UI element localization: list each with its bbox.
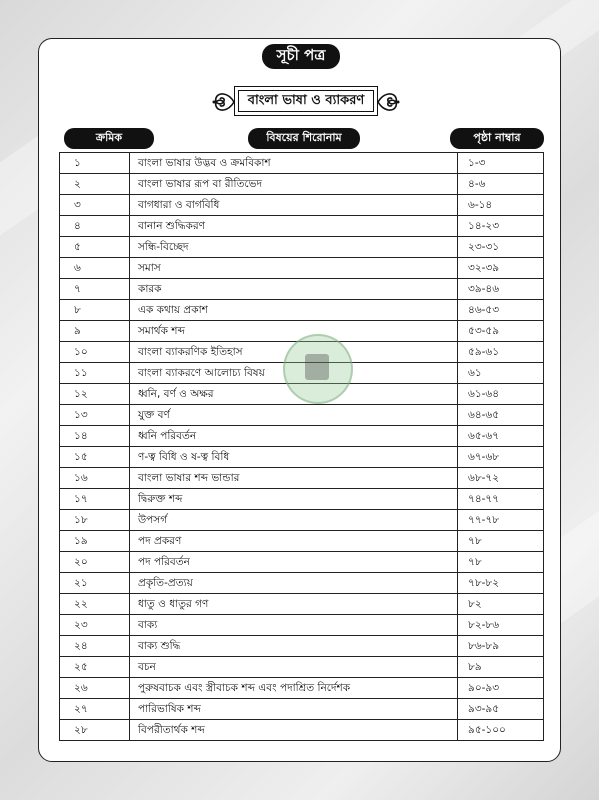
page-range-cell: ৬১ bbox=[458, 363, 544, 384]
page-range-cell: ৯৫-১০০ bbox=[458, 720, 544, 741]
serial-cell: ২ bbox=[60, 174, 130, 195]
topic-cell: ধ্বনি, বর্ণ ও অক্ষর bbox=[130, 384, 458, 405]
flourish-ornament-icon bbox=[376, 86, 400, 118]
watermark-logo bbox=[283, 334, 353, 404]
table-row bbox=[60, 405, 544, 426]
topic-cell: ণ-ত্ব বিধি ও ষ-ত্ব বিধি bbox=[130, 447, 458, 468]
topic-cell: সন্ধি-বিচ্ছেদ bbox=[130, 237, 458, 258]
table-row bbox=[60, 531, 544, 552]
serial-cell: ২৮ bbox=[60, 720, 130, 741]
contents-table bbox=[59, 152, 544, 741]
page-range-cell: ৬৮-৭২ bbox=[458, 468, 544, 489]
topic-cell: পদ প্রকরণ bbox=[130, 531, 458, 552]
page-range-cell: ৯০-৯৩ bbox=[458, 678, 544, 699]
table-row bbox=[60, 447, 544, 468]
page-range-cell: ৮৬-৮৯ bbox=[458, 636, 544, 657]
serial-cell: ২৩ bbox=[60, 615, 130, 636]
serial-cell: ৯ bbox=[60, 321, 130, 342]
page-range-cell: ৫৩-৫৯ bbox=[458, 321, 544, 342]
table-row bbox=[60, 594, 544, 615]
topic-cell: বচন bbox=[130, 657, 458, 678]
serial-cell: ১১ bbox=[60, 363, 130, 384]
serial-cell: ২০ bbox=[60, 552, 130, 573]
table-row bbox=[60, 489, 544, 510]
table-row bbox=[60, 678, 544, 699]
serial-cell: ১৭ bbox=[60, 489, 130, 510]
table-row bbox=[60, 636, 544, 657]
table-row bbox=[60, 174, 544, 195]
page-range-cell: ৬-১৪ bbox=[458, 195, 544, 216]
topic-cell: বাংলা ভাষার শব্দ ভান্ডার bbox=[130, 468, 458, 489]
topic-cell: কারক bbox=[130, 279, 458, 300]
topic-cell: প্রকৃতি-প্রত্যয় bbox=[130, 573, 458, 594]
table-row bbox=[60, 216, 544, 237]
page-range-cell: ১৪-২৩ bbox=[458, 216, 544, 237]
serial-cell: ১ bbox=[60, 153, 130, 174]
book-subtitle: বাংলা ভাষা ও ব্যাকরণ bbox=[234, 86, 378, 116]
topic-cell: বাক্য bbox=[130, 615, 458, 636]
page-range-cell: ৫৯-৬১ bbox=[458, 342, 544, 363]
serial-cell: ১৩ bbox=[60, 405, 130, 426]
serial-cell: ১৬ bbox=[60, 468, 130, 489]
header-page-number: পৃষ্ঠা নাম্বার bbox=[450, 128, 544, 149]
page-range-cell: ৬৫-৬৭ bbox=[458, 426, 544, 447]
table-row bbox=[60, 573, 544, 594]
topic-cell: বিপরীতার্থক শব্দ bbox=[130, 720, 458, 741]
page-range-cell: ৬১-৬৪ bbox=[458, 384, 544, 405]
subtitle-banner bbox=[212, 82, 400, 122]
serial-cell: ২১ bbox=[60, 573, 130, 594]
table-row bbox=[60, 720, 544, 741]
page-range-cell: ৭৮ bbox=[458, 552, 544, 573]
serial-cell: ৩ bbox=[60, 195, 130, 216]
serial-cell: ১২ bbox=[60, 384, 130, 405]
table-row bbox=[60, 300, 544, 321]
page-range-cell: ৭৪-৭৭ bbox=[458, 489, 544, 510]
serial-cell: ২৫ bbox=[60, 657, 130, 678]
page-range-cell: ৮৯ bbox=[458, 657, 544, 678]
table-row bbox=[60, 552, 544, 573]
serial-cell: ২৭ bbox=[60, 699, 130, 720]
table-row bbox=[60, 468, 544, 489]
page-range-cell: ৪৬-৫৩ bbox=[458, 300, 544, 321]
page-range-cell: ৬৭-৬৮ bbox=[458, 447, 544, 468]
page-range-cell: ২৩-৩১ bbox=[458, 237, 544, 258]
page-range-cell: ৭৮ bbox=[458, 531, 544, 552]
topic-cell: সমার্থক শব্দ bbox=[130, 321, 458, 342]
topic-cell: বাক্য শুদ্ধি bbox=[130, 636, 458, 657]
serial-cell: ৬ bbox=[60, 258, 130, 279]
topic-cell: বাংলা ভাষার উদ্ভব ও ক্রমবিকাশ bbox=[130, 153, 458, 174]
page-range-cell: ১-৩ bbox=[458, 153, 544, 174]
topic-cell: পারিভাষিক শব্দ bbox=[130, 699, 458, 720]
page-range-cell: ৩৯-৪৬ bbox=[458, 279, 544, 300]
topic-cell: বাগধারা ও বাগবিধি bbox=[130, 195, 458, 216]
topic-cell: পদ পরিবর্তন bbox=[130, 552, 458, 573]
serial-cell: ৫ bbox=[60, 237, 130, 258]
serial-cell: ২৬ bbox=[60, 678, 130, 699]
table-row bbox=[60, 426, 544, 447]
serial-cell: ১৯ bbox=[60, 531, 130, 552]
book-icon bbox=[305, 354, 329, 380]
serial-cell: ৪ bbox=[60, 216, 130, 237]
table-row bbox=[60, 279, 544, 300]
flourish-ornament-icon bbox=[212, 86, 236, 118]
topic-cell: দ্বিরুক্ত শব্দ bbox=[130, 489, 458, 510]
page-range-cell: ৯৩-৯৫ bbox=[458, 699, 544, 720]
topic-cell: এক কথায় প্রকাশ bbox=[130, 300, 458, 321]
serial-cell: ২২ bbox=[60, 594, 130, 615]
table-row bbox=[60, 615, 544, 636]
page-title: সূচী পত্র bbox=[262, 44, 340, 69]
header-topic: বিষয়ের শিরোনাম bbox=[248, 128, 360, 149]
table-row bbox=[60, 195, 544, 216]
page-range-cell: ৮২-৮৬ bbox=[458, 615, 544, 636]
topic-cell: বাংলা ব্যাকরণে আলোচ্য বিষয় bbox=[130, 363, 458, 384]
topic-cell: বাংলা ভাষার রূপ বা রীতিভেদ bbox=[130, 174, 458, 195]
table-row bbox=[60, 153, 544, 174]
page-range-cell: ৬৪-৬৫ bbox=[458, 405, 544, 426]
topic-cell: ধ্বনি পরিবর্তন bbox=[130, 426, 458, 447]
page-range-cell: ৭৭-৭৮ bbox=[458, 510, 544, 531]
serial-cell: ৭ bbox=[60, 279, 130, 300]
serial-cell: ১৫ bbox=[60, 447, 130, 468]
serial-cell: ২৪ bbox=[60, 636, 130, 657]
page-range-cell: ৭৮-৮২ bbox=[458, 573, 544, 594]
serial-cell: ১৪ bbox=[60, 426, 130, 447]
table-row bbox=[60, 657, 544, 678]
topic-cell: সমাস bbox=[130, 258, 458, 279]
topic-cell: ধাতু ও ধাতুর গণ bbox=[130, 594, 458, 615]
table-row bbox=[60, 510, 544, 531]
serial-cell: ১০ bbox=[60, 342, 130, 363]
topic-cell: বানান শুদ্ধিকরণ bbox=[130, 216, 458, 237]
table-row bbox=[60, 258, 544, 279]
page-range-cell: ৩২-৩৯ bbox=[458, 258, 544, 279]
topic-cell: বাংলা ব্যাকরণিক ইতিহাস bbox=[130, 342, 458, 363]
topic-cell: পুরুষবাচক এবং স্ত্রীবাচক শব্দ এবং পদাশ্রিত নির্দেশক bbox=[130, 678, 458, 699]
header-serial: ক্রমিক bbox=[64, 128, 154, 149]
topic-cell: উপসর্গ bbox=[130, 510, 458, 531]
table-row bbox=[60, 699, 544, 720]
page-range-cell: ৮২ bbox=[458, 594, 544, 615]
serial-cell: ১৮ bbox=[60, 510, 130, 531]
page-range-cell: ৪-৬ bbox=[458, 174, 544, 195]
serial-cell: ৮ bbox=[60, 300, 130, 321]
topic-cell: যুক্ত বর্ণ bbox=[130, 405, 458, 426]
table-row bbox=[60, 237, 544, 258]
